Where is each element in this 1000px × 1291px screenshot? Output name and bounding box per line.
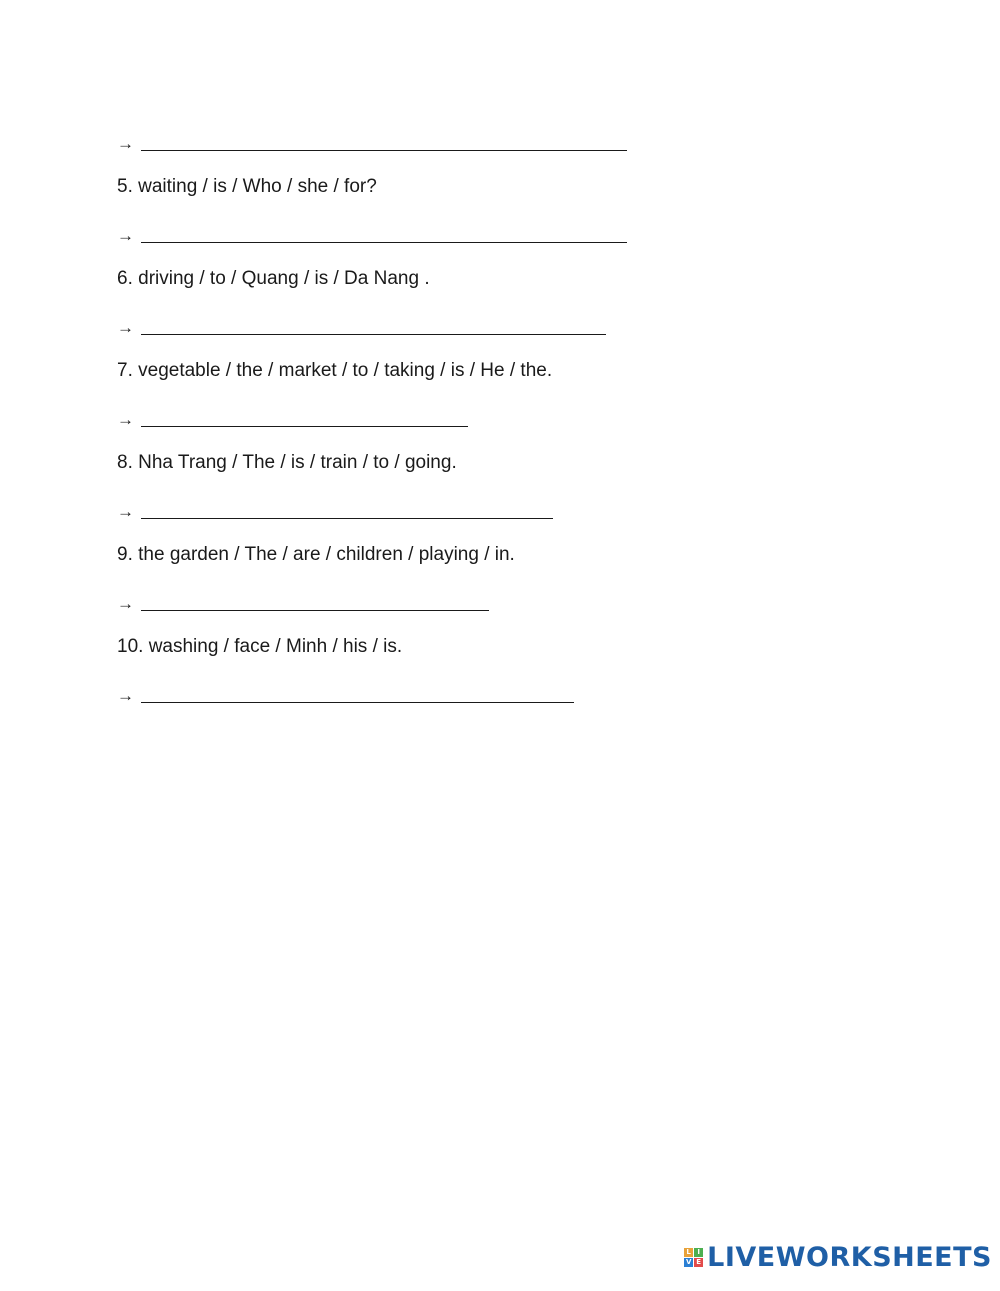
question-text: 9. the garden / The / are / children / playing / in. xyxy=(117,544,515,565)
arrow-icon: → xyxy=(117,502,134,521)
brand-name: LIVEWORKSHEETS xyxy=(707,1242,992,1273)
question-9 xyxy=(117,526,737,572)
answer-line-4[interactable] xyxy=(117,112,737,158)
answer-blank[interactable] xyxy=(141,516,553,519)
liveworksheets-logo[interactable] xyxy=(684,1242,992,1273)
answer-line-10[interactable] xyxy=(117,664,737,710)
answer-blank[interactable] xyxy=(141,148,627,151)
question-text: 7. vegetable / the / market / to / taking / is / He / the. xyxy=(117,360,553,381)
question-10 xyxy=(117,618,737,664)
icon-letter: L xyxy=(684,1248,693,1257)
answer-line-5[interactable] xyxy=(117,204,737,250)
icon-letter: E xyxy=(694,1258,703,1267)
live-blocks-icon xyxy=(684,1248,703,1267)
worksheet xyxy=(117,112,737,710)
answer-blank[interactable] xyxy=(141,332,606,335)
answer-line-6[interactable] xyxy=(117,296,737,342)
answer-blank[interactable] xyxy=(141,240,627,243)
question-text: 10. washing / face / Minh / his / is. xyxy=(117,636,403,657)
question-7 xyxy=(117,342,737,388)
arrow-icon: → xyxy=(117,134,134,153)
answer-line-9[interactable] xyxy=(117,572,737,618)
answer-blank[interactable] xyxy=(141,608,489,611)
arrow-icon: → xyxy=(117,410,134,429)
question-5 xyxy=(117,158,737,204)
question-text: 8. Nha Trang / The / is / train / to / going. xyxy=(117,452,457,473)
icon-letter: I xyxy=(694,1248,703,1257)
answer-line-7[interactable] xyxy=(117,388,737,434)
question-text: 6. driving / to / Quang / is / Da Nang . xyxy=(117,268,430,289)
arrow-icon: → xyxy=(117,318,134,337)
arrow-icon: → xyxy=(117,226,134,245)
answer-line-8[interactable] xyxy=(117,480,737,526)
arrow-icon: → xyxy=(117,686,134,705)
answer-blank[interactable] xyxy=(141,700,574,703)
answer-blank[interactable] xyxy=(141,424,468,427)
icon-letter: V xyxy=(685,1258,692,1266)
question-8 xyxy=(117,434,737,480)
arrow-icon: → xyxy=(117,594,134,613)
question-text: 5. waiting / is / Who / she / for? xyxy=(117,176,377,197)
question-6 xyxy=(117,250,737,296)
